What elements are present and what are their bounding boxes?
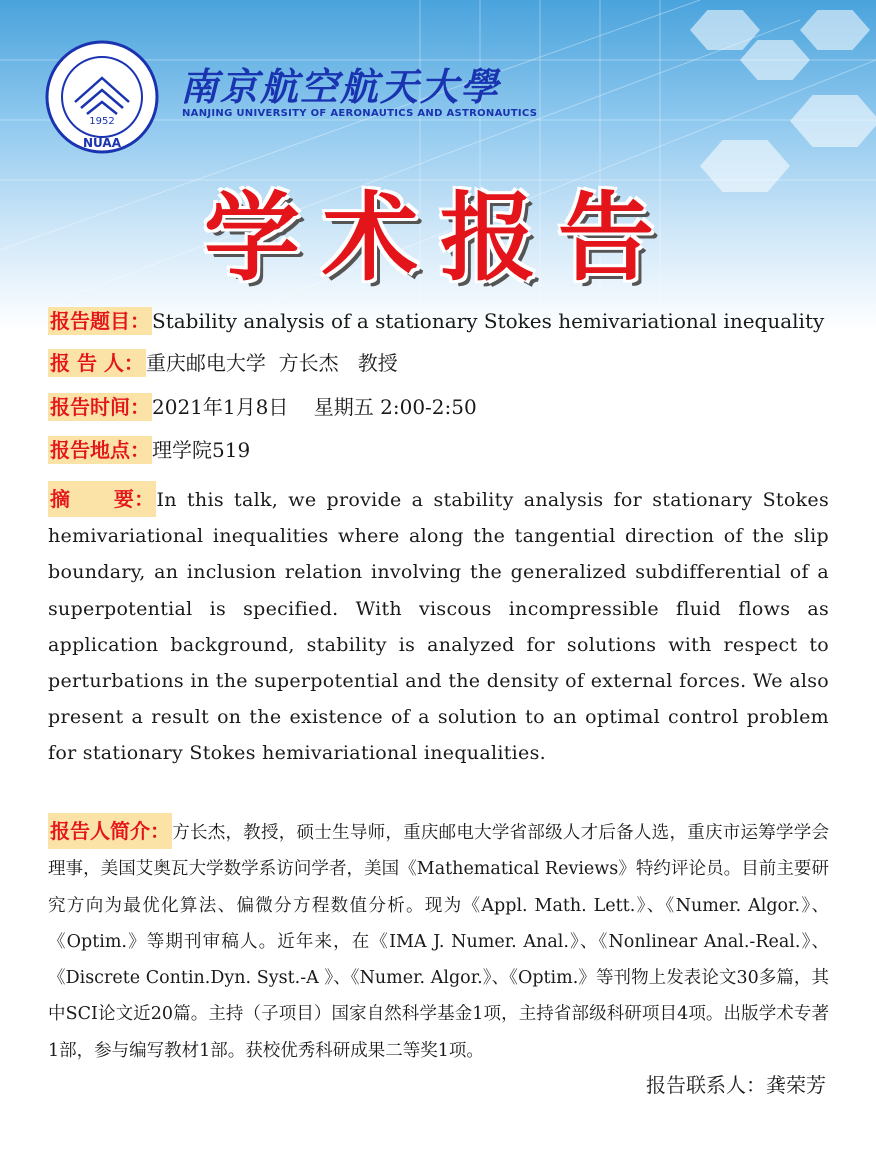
field-time: [48, 393, 828, 421]
time-value: 2021年1月8日 星期五 2:00-2:50: [152, 395, 477, 419]
contact-person: 报告联系人：龚荣芳: [646, 1073, 826, 1097]
university-name-en: NANJING UNIVERSITY OF AERONAUTICS AND ASTRONAUTICS: [182, 108, 538, 119]
bio-block: [48, 813, 829, 1069]
topic-value: Stability analysis of a stationary Stokes hemivariational inequality: [152, 309, 825, 333]
field-topic: [48, 307, 828, 335]
abstract-block: [48, 481, 829, 772]
abstract-label: 摘 要：: [48, 481, 156, 517]
place-label: 报告地点：: [50, 438, 150, 462]
time-label: 报告时间：: [50, 395, 150, 419]
poster-title: 学术报告: [204, 182, 676, 294]
speaker-label: 报 告 人：: [50, 351, 144, 375]
university-seal-logo: [45, 40, 159, 154]
bio-text: 方长杰，教授，硕士生导师，重庆邮电大学省部级人才后备人选，重庆市运筹学学会理事，美国艾奥瓦大学数学系访问学者，美国《Mathematical Reviews》特约评论员。目前主要研究方向为最优化算法、偏微分方程数值分析。现为《Appl. Math. Lett.》、《Numer. Algor.》、《Optim.》等期刊审稿人。近年来，在《IMA J. Numer. Anal.》、《Nonlinear Anal.-Real.》、《Discrete Contin.Dyn. Syst.-A 》、《Numer. Algor.》、《Optim.》等刊物上发表论文30多篇，其中SCI论文近20篇。主持（子项目）国家自然科学基金1项，主持省部级科研项目4项。出版学术专著1部，参与编写教材1部。获校优秀科研成果二等奖1项。: [48, 823, 829, 1061]
topic-label: 报告题目：: [50, 309, 150, 333]
university-name-cn: 南京航空航天大學: [180, 64, 501, 109]
field-place: [48, 436, 828, 464]
abstract-text: In this talk, we provide a stability analysis for stationary Stokes hemivariational inequalities where along the tangential direction of the slip boundary, an inclusion relation involving the generalized subdifferential of a superpotential is specified. With viscous incompressible fluid flows as application background, stability is analyzed for solutions with respect to perturbations in the superpotential and the density of external forces. We also present a result on the existence of a solution to an optimal control problem for stationary Stokes hemivariational inequalities.: [48, 489, 829, 765]
speaker-value: 重庆邮电大学 方长杰 教授: [145, 351, 398, 375]
svg-text:1952: 1952: [89, 116, 115, 127]
place-value: 理学院519: [152, 438, 251, 462]
svg-text:NUAA: NUAA: [83, 136, 121, 150]
bio-label: 报告人简介：: [48, 813, 172, 849]
field-speaker: [48, 349, 828, 377]
